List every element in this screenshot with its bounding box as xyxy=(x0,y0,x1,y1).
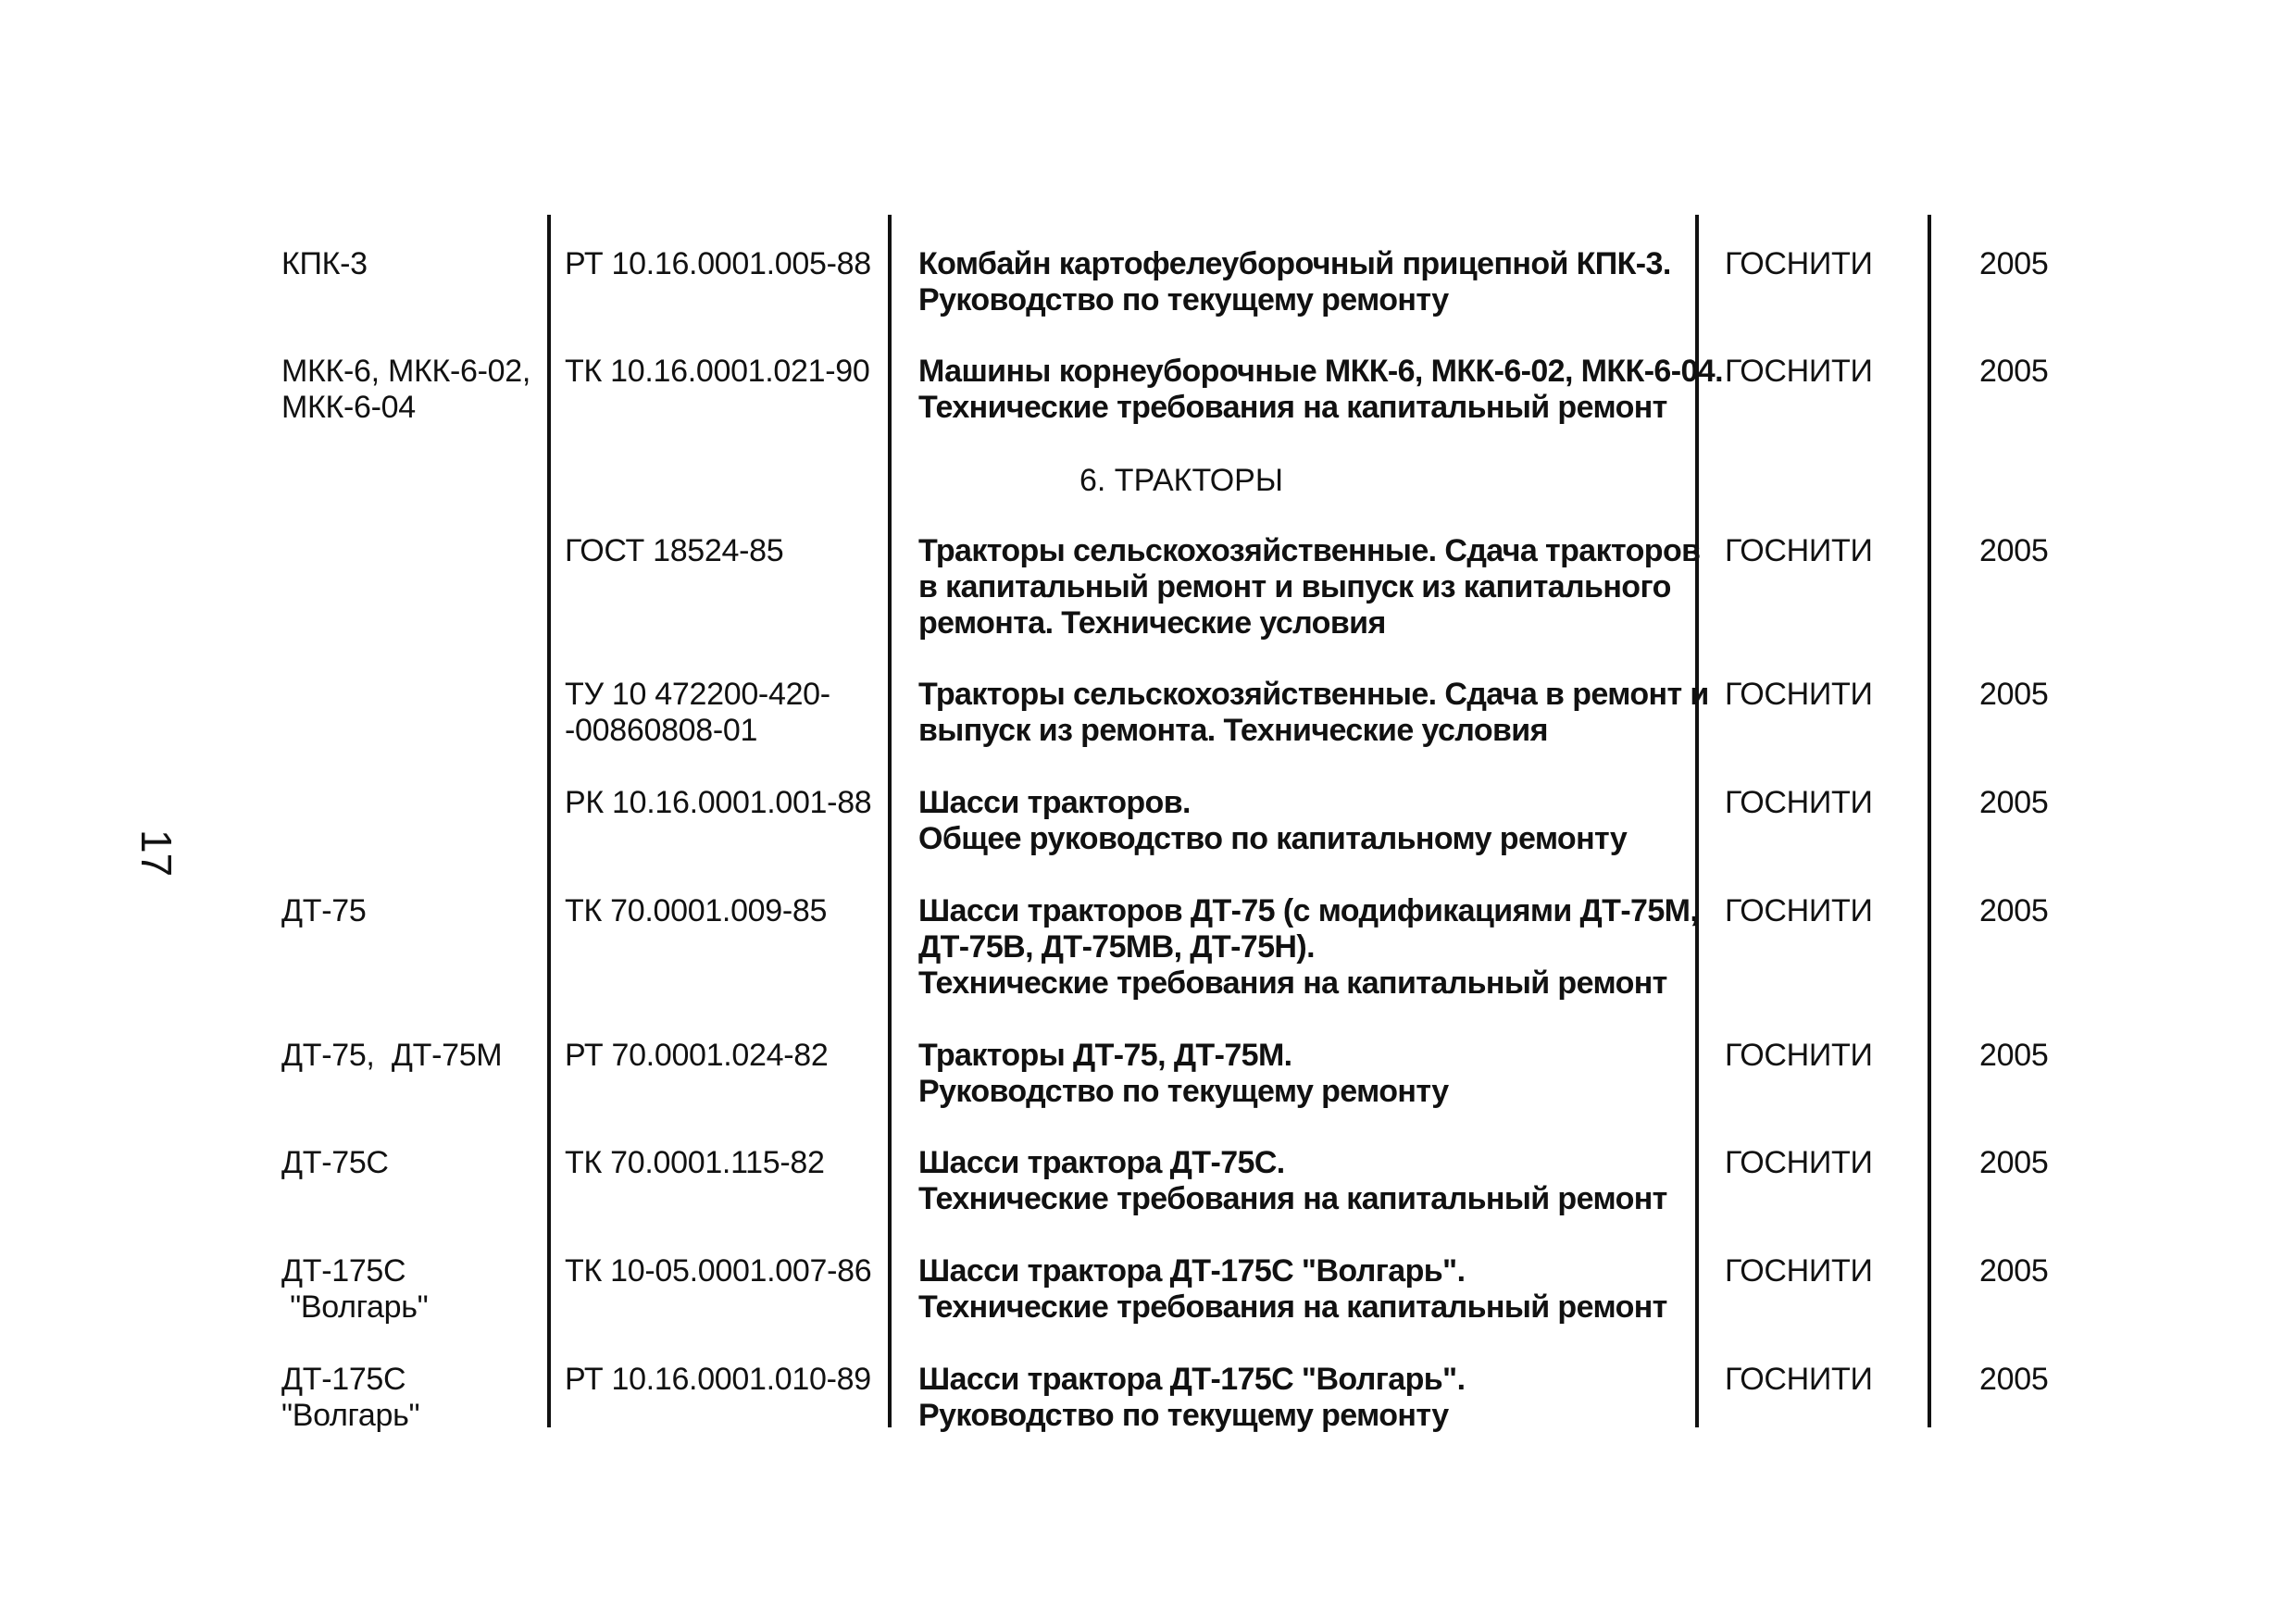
table-cell-description: Комбайн картофелеуборочный прицепной КПК-3. Руководство по текущему ремонту xyxy=(918,246,1671,318)
table-cell-description: Шасси трактора ДТ-175С "Волгарь". Технические требования на капитальный ремонт xyxy=(918,1253,1667,1325)
table-cell-code: РК 10.16.0001.001-88 xyxy=(565,785,872,820)
table-cell-code: ТК 70.0001.009-85 xyxy=(565,893,828,928)
table-cell-organization: ГОСНИТИ xyxy=(1725,1145,1873,1180)
table-cell-code: ТК 10.16.0001.021-90 xyxy=(565,354,870,389)
table-cell-model: ДТ-75, ДТ-75М xyxy=(281,1038,503,1073)
table-cell-year: 2005 xyxy=(1979,246,2049,281)
table-cell-organization: ГОСНИТИ xyxy=(1725,1253,1873,1289)
table-cell-year: 2005 xyxy=(1979,1038,2049,1073)
table-cell-model: ДТ-175С "Волгарь" xyxy=(281,1253,429,1325)
table-cell-year: 2005 xyxy=(1979,533,2049,568)
column-separator-4 xyxy=(1928,215,1931,1427)
table-cell-code: ТК 70.0001.115-82 xyxy=(565,1145,825,1180)
table-cell-organization: ГОСНИТИ xyxy=(1725,677,1873,712)
table-cell-organization: ГОСНИТИ xyxy=(1725,893,1873,928)
table-cell-organization: ГОСНИТИ xyxy=(1725,246,1873,281)
table-cell-model: ДТ-75 xyxy=(281,893,367,928)
table-cell-description: Тракторы сельскохозяйственные. Сдача в ремонт и выпуск из ремонта. Технические условия xyxy=(918,677,1709,748)
table-cell-organization: ГОСНИТИ xyxy=(1725,533,1873,568)
table-cell-year: 2005 xyxy=(1979,1362,2049,1397)
table-cell-year: 2005 xyxy=(1979,785,2049,820)
table-cell-description: Шасси тракторов ДТ-75 (с модификациями ДТ-75М, ДТ-75В, ДТ-75МВ, ДТ-75Н). Технические требования на капитальный ремонт xyxy=(918,893,1699,1001)
table-cell-description: Шасси трактора ДТ-75С. Технические требования на капитальный ремонт xyxy=(918,1145,1667,1216)
table-cell-code: ТК 10-05.0001.007-86 xyxy=(565,1253,872,1289)
table-cell-code: РТ 70.0001.024-82 xyxy=(565,1038,829,1073)
table-cell-year: 2005 xyxy=(1979,893,2049,928)
page-number: 17 xyxy=(132,829,181,878)
table-cell-year: 2005 xyxy=(1979,1253,2049,1289)
table-cell-organization: ГОСНИТИ xyxy=(1725,1362,1873,1397)
table-cell-description: Шасси тракторов. Общее руководство по капитальному ремонту xyxy=(918,785,1628,856)
table-cell-description: Машины корнеуборочные МКК-6, МКК-6-02, МКК-6-04. Технические требования на капитальный ремонт xyxy=(918,354,1723,425)
table-cell-description: Тракторы сельскохозяйственные. Сдача тракторов в капитальный ремонт и выпуск из капитального ремонта. Технические условия xyxy=(918,533,1701,641)
table-cell-code: ГОСТ 18524-85 xyxy=(565,533,784,568)
table-cell-code: РТ 10.16.0001.010-89 xyxy=(565,1362,871,1397)
table-cell-model: КПК-3 xyxy=(281,246,368,281)
section-title: 6. ТРАКТОРЫ xyxy=(1079,463,1283,498)
table-cell-description: Шасси трактора ДТ-175С "Волгарь". Руководство по текущему ремонту xyxy=(918,1362,1466,1433)
table-cell-organization: ГОСНИТИ xyxy=(1725,1038,1873,1073)
table-cell-year: 2005 xyxy=(1979,677,2049,712)
table-cell-organization: ГОСНИТИ xyxy=(1725,354,1873,389)
column-separator-1 xyxy=(547,215,551,1427)
table-cell-code: ТУ 10 472200-420- -00860808-01 xyxy=(565,677,830,748)
table-cell-model: ДТ-175С "Волгарь" xyxy=(281,1362,420,1433)
table-cell-code: РТ 10.16.0001.005-88 xyxy=(565,246,871,281)
table-cell-year: 2005 xyxy=(1979,354,2049,389)
table-cell-model: МКК-6, МКК-6-02, МКК-6-04 xyxy=(281,354,531,425)
table-cell-description: Тракторы ДТ-75, ДТ-75М. Руководство по текущему ремонту xyxy=(918,1038,1449,1109)
column-separator-2 xyxy=(888,215,892,1427)
table-cell-year: 2005 xyxy=(1979,1145,2049,1180)
table-cell-organization: ГОСНИТИ xyxy=(1725,785,1873,820)
table-cell-model: ДТ-75С xyxy=(281,1145,389,1180)
